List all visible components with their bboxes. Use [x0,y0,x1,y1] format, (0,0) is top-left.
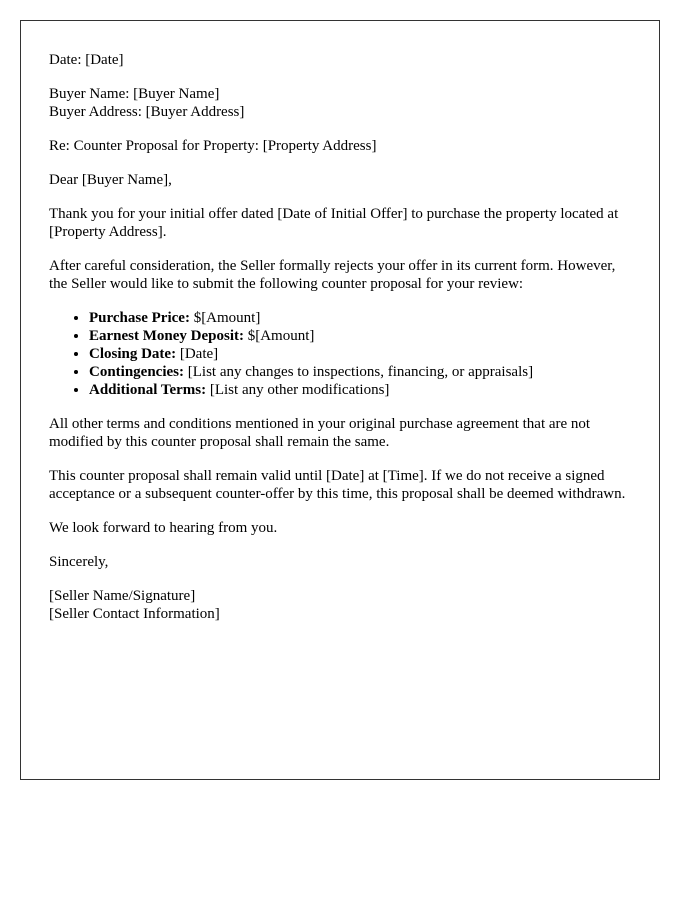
buyer-name-line: Buyer Name: [Buyer Name] [49,86,220,102]
term-label: Additional Terms: [89,382,207,398]
intro-paragraph: Thank you for your initial offer dated [Date of Initial Offer] to purchase the property located at [Property Address]. [49,206,619,240]
buyer-info [49,85,631,121]
term-item [89,345,631,363]
term-item [89,381,631,399]
term-value: [List any other modifications] [206,382,390,398]
signature-block [49,587,631,623]
validity-paragraph: This counter proposal shall remain valid until [Date] at [Time]. If we do not receive a signed acceptance or a subsequent counter-offer by this time, this proposal shall be deemed withdrawn. [49,468,626,502]
salutation: Dear [Buyer Name], [49,172,172,188]
term-label: Purchase Price: [89,310,190,326]
other-terms-paragraph: All other terms and conditions mentioned in your original purchase agreement that are not modified by this counter proposal shall remain the same. [49,416,591,450]
term-value: $[Amount] [189,310,261,326]
signature-contact: [Seller Contact Information] [49,606,220,622]
signature-name: [Seller Name/Signature] [49,588,196,604]
closing-remark: We look forward to hearing from you. [49,520,278,536]
subject-line: Re: Counter Proposal for Property: [Property Address] [49,138,377,154]
term-value: [Date] [176,346,219,362]
term-label: Contingencies: [89,364,184,380]
term-label: Closing Date: [89,346,177,362]
term-value: $[Amount] [243,328,315,344]
letter-document [20,20,660,780]
counter-terms-list [49,309,631,399]
date-line: Date: [Date] [49,52,124,68]
term-item [89,363,631,381]
rejection-paragraph: After careful consideration, the Seller formally rejects your offer in its current form. However, the Seller would like to submit the following counter proposal for your review: [49,258,616,292]
closing: Sincerely, [49,554,109,570]
buyer-address-line: Buyer Address: [Buyer Address] [49,104,245,120]
term-value: [List any changes to inspections, financing, or appraisals] [184,364,534,380]
term-item [89,327,631,345]
term-label: Earnest Money Deposit: [89,328,244,344]
term-item [89,309,631,327]
